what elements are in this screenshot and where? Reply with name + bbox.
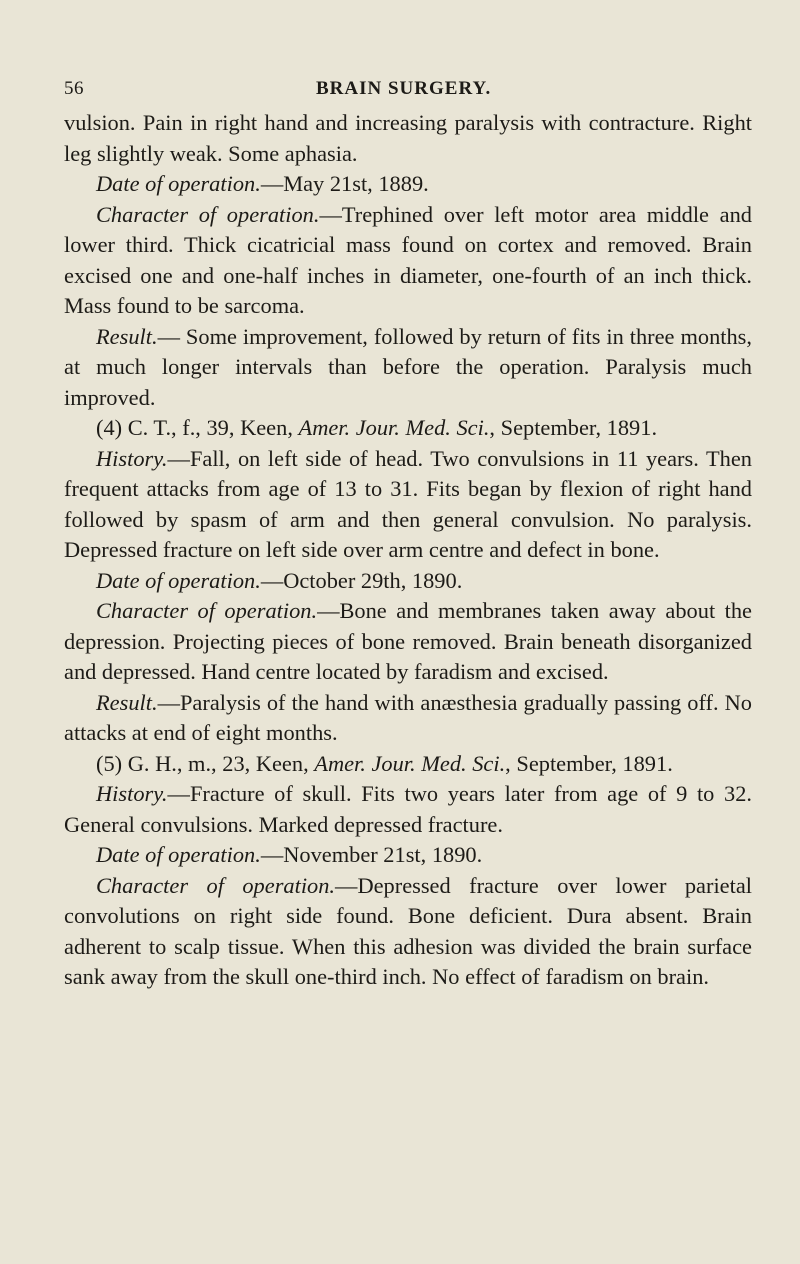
case-heading-4	[64, 413, 752, 444]
case-date: , September, 1891.	[489, 415, 658, 440]
section-label: Result.	[96, 689, 158, 715]
paragraph-text: —Fracture of skull. Fits two years later from age of 9 to 32. General convulsions. Marked depressed fracture.	[64, 781, 752, 837]
paragraph-text: —Trephined over left motor area middle and lower third. Thick cicatricial mass found on cortex and removed. Brain excised one and one-half inches in diameter, one-fourth of an inch thick. Mass found to be sarcoma.	[64, 201, 752, 318]
paragraph-text: —October 29th, 1890.	[260, 567, 463, 593]
paragraph-text: —Fall, on left side of head. Two convulsions in 11 years. Then frequent attacks from age of 13 to 31. Fits began by flexion of right hand followed by spasm of arm and then general convulsion. No paralysis. Depressed fracture on left side over arm centre and defect in bone.	[64, 445, 752, 562]
paragraph-text: vulsion. Pain in right hand and increasing paralysis with contracture. Right leg slightly weak. Some aphasia.	[64, 110, 752, 166]
journal-title: Amer. Jour. Med. Sci.	[314, 750, 506, 776]
case-intro: (4) C. T., f., 39, Keen,	[96, 415, 299, 440]
paragraph-history	[64, 444, 752, 566]
case-date: , September, 1891.	[505, 750, 673, 776]
paragraph-text: — Some improvement, followed by return of fits in three months, at much longer intervals than before the operation. Paralysis much improved.	[64, 323, 752, 410]
case-heading-5	[64, 749, 752, 780]
section-label: Result.	[96, 323, 158, 349]
paragraph-text: —May 21st, 1889.	[260, 171, 429, 196]
running-head	[64, 74, 748, 104]
journal-title: Amer. Jour. Med. Sci.	[298, 415, 490, 440]
section-label: Date of operation.	[96, 171, 261, 196]
running-title: BRAIN SURGERY.	[316, 78, 492, 99]
section-label: History.	[96, 445, 168, 471]
paragraph-date-of-operation	[64, 566, 752, 597]
section-label: Character of operation.	[96, 201, 320, 227]
paragraph-continuation	[64, 108, 752, 169]
paragraph-result	[64, 322, 752, 414]
paragraph-text: —Depressed fracture over lower parietal convolutions on right side found. Bone deficient. Dura absent. Brain adherent to scalp tissue. When this adhesion was divided the brain surface sank away from the skull one-third inch. No effect of faradism on brain.	[64, 872, 752, 989]
paragraph-text: —Bone and membranes taken away about the depression. Projecting pieces of bone removed. Brain beneath disorganized and depressed. Hand centre located by faradism and excised.	[64, 598, 752, 684]
case-intro: (5) G. H., m., 23, Keen,	[96, 750, 315, 776]
section-label: Character of operation.	[96, 598, 318, 623]
section-label: Character of operation.	[96, 872, 336, 898]
paragraph-character-of-operation	[64, 200, 752, 322]
paragraph-history	[64, 779, 752, 840]
paragraph-text: —November 21st, 1890.	[260, 842, 483, 867]
paragraph-character-of-operation	[64, 596, 752, 688]
paragraph-date-of-operation	[64, 169, 752, 200]
section-label: Date of operation.	[96, 842, 261, 867]
body-text	[64, 108, 752, 993]
paragraph-character-of-operation	[64, 871, 752, 993]
section-label: History.	[96, 781, 168, 806]
section-label: Date of operation.	[96, 567, 261, 593]
paragraph-date-of-operation	[64, 840, 752, 871]
paragraph-text: —Paralysis of the hand with anæsthesia gradually passing off. No attacks at end of eight months.	[64, 689, 752, 745]
page-number: 56	[64, 78, 84, 99]
paragraph-result	[64, 688, 752, 749]
